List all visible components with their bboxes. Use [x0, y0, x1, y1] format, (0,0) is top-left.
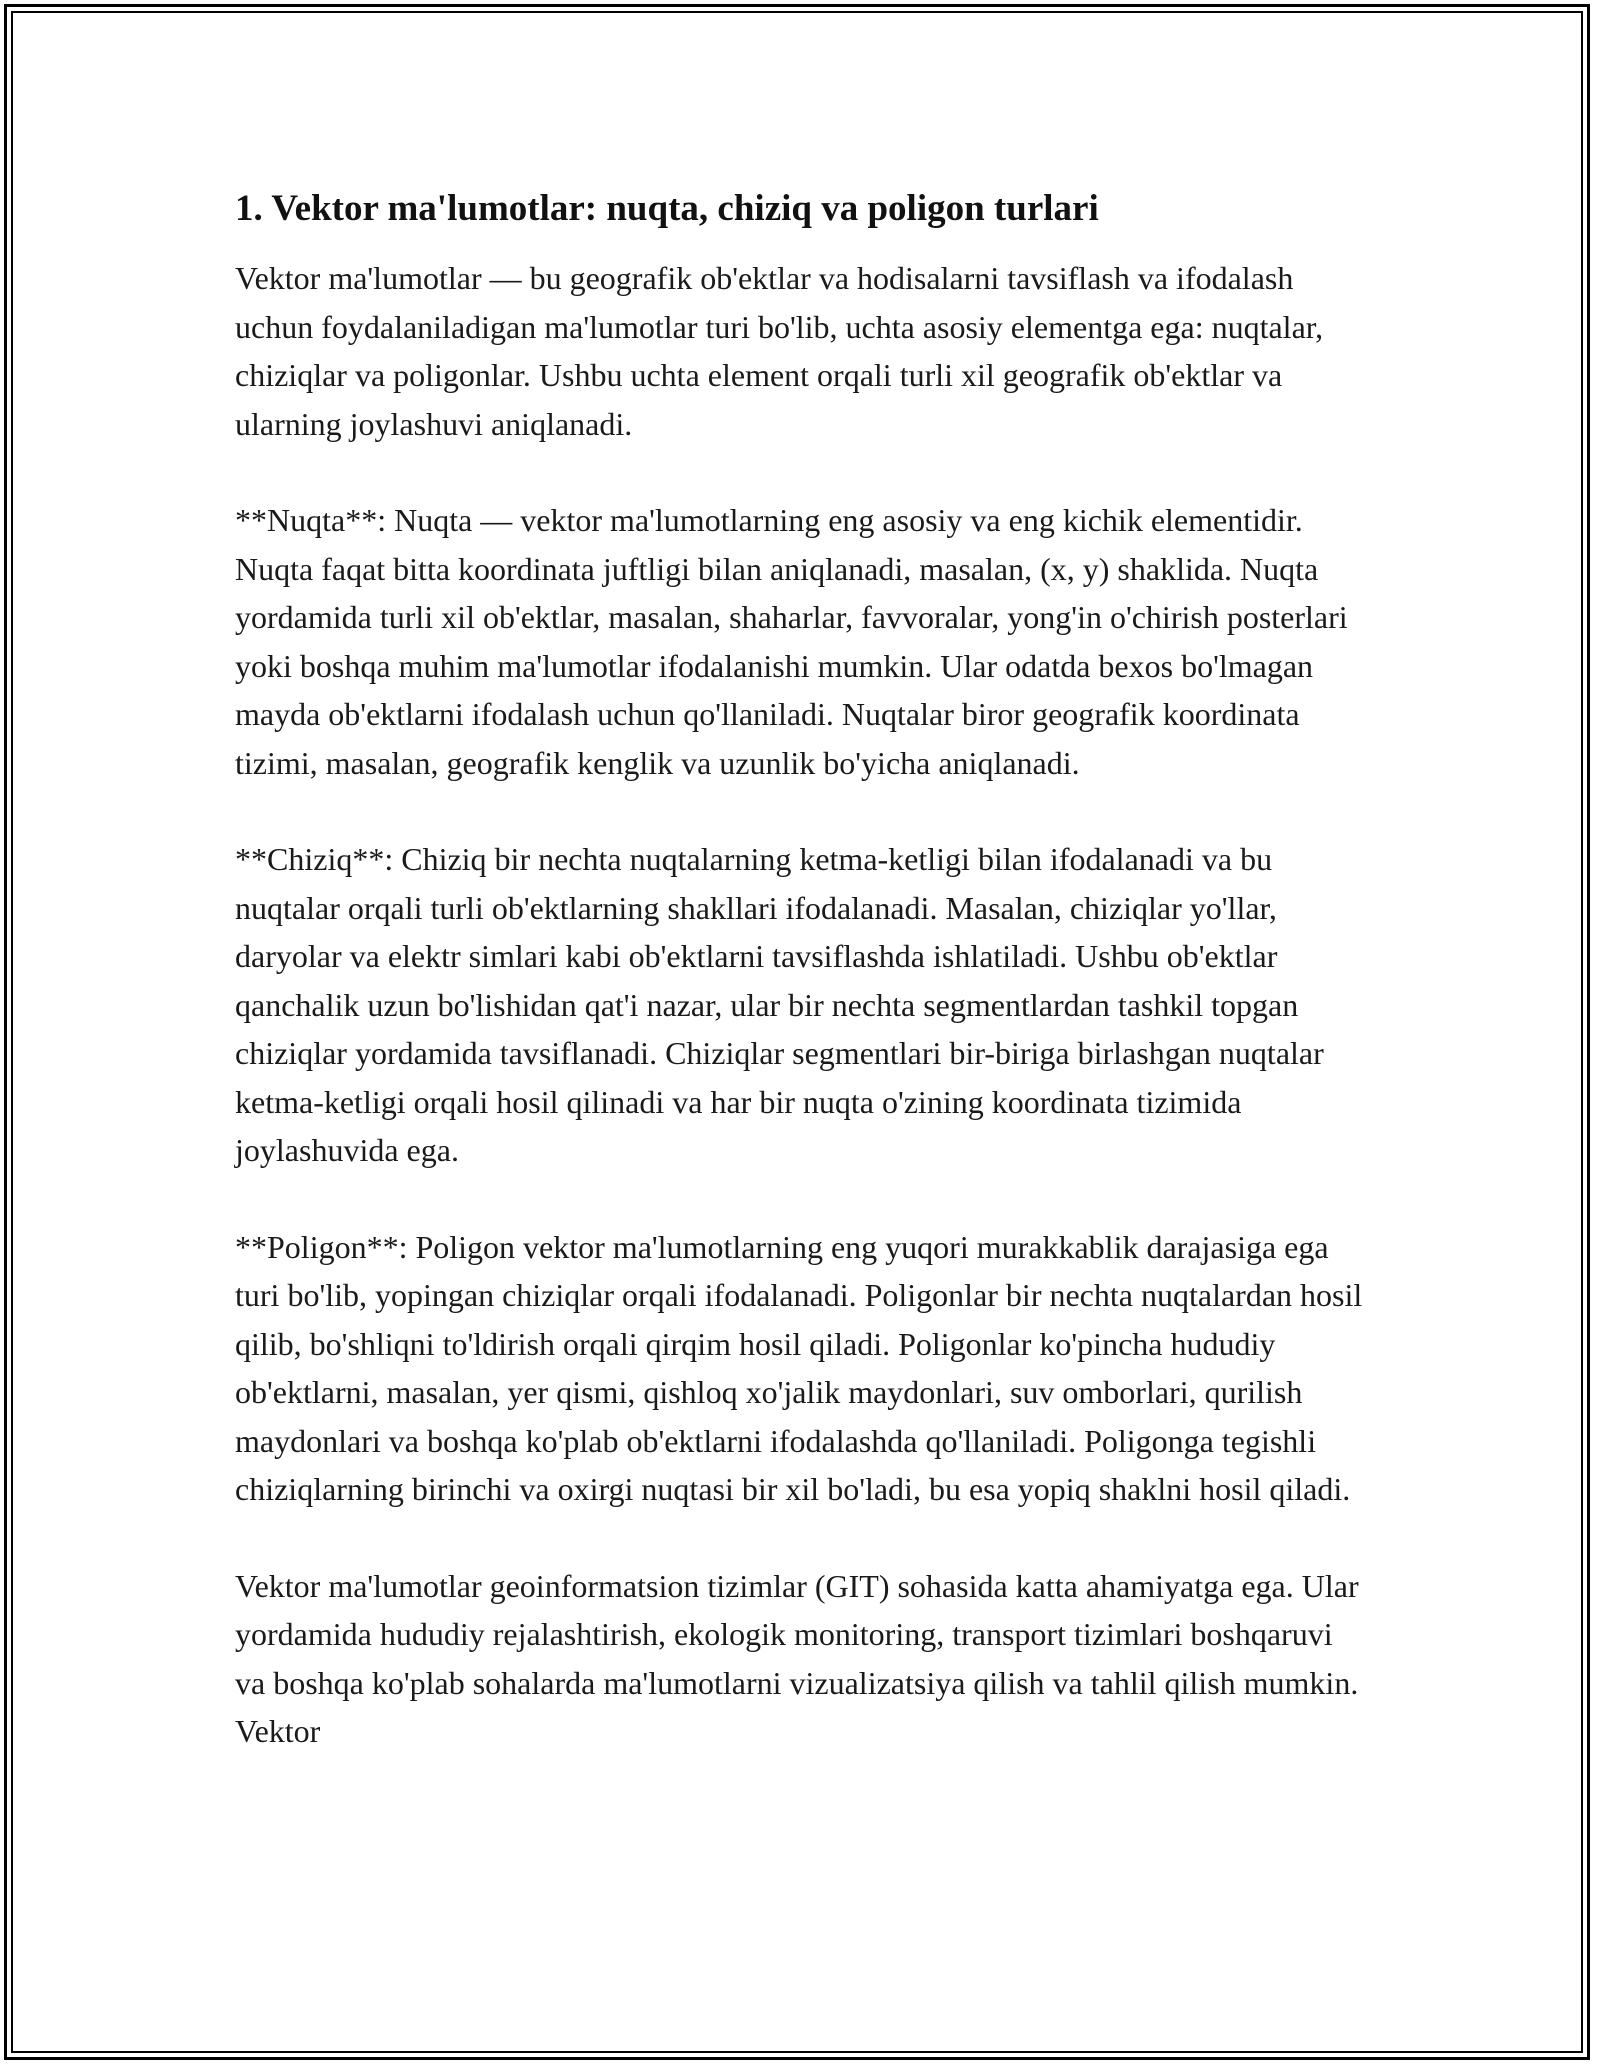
paragraph-poligon: **Poligon**: Poligon vektor ma'lumotlarning eng yuqori murakkablik darajasiga ega turi bo'lib, yopingan chiziqlar orqali ifodalanadi. Poligonlar bir nechta nuqtalardan hosil qilib, bo'shliqni to'ldirish orqali qirqim hosil qiladi. Poligonlar ko'pincha hududiy ob'ektlarni, masalan, yer qismi, qishloq xo'jalik maydonlari, suv omborlari, qurilish maydonlari va boshqa ko'plab ob'ektlarni ifodalashda qo'llaniladi. Poligonga tegishli chiziqlarning birinchi va oxirgi nuqtasi bir xil bo'ladi, bu esa yopiq shaklni hosil qiladi.: [235, 1228, 1363, 1507]
paragraph-chiziq: **Chiziq**: Chiziq bir nechta nuqtalarning ketma-ketligi bilan ifodalanadi va bu nuqtalar orqali turli ob'ektlarning shakllari ifodalanadi. Masalan, chiziqlar yo'llar, daryolar va elektr simlari kabi ob'ektlarni tavsiflashda ishlatiladi. Ushbu ob'ektlar qanchalik uzun bo'lishidan qat'i nazar, ular bir nechta segmentlardan tashkil topgan chiziqlar yordamida tavsiflanadi. Chiziqlar segmentlari bir-biriga birlashgan nuqtalar ketma-ketligi orqali hosil qilinadi va har bir nuqta o'zining koordinata tizimida joylashuvida ega.: [235, 841, 1324, 1168]
paragraph-conclusion: Vektor ma'lumotlar geoinformatsion tizimlar (GIT) sohasida katta ahamiyatga ega. Ular yordamida hududiy rejalashtirish, ekologik monitoring, transport tizimlari boshqaruvi va boshqa ko'plab sohalarda ma'lumotlarni vizualizatsiya qilish va tahlil qilish mumkin. Vektor: [235, 1567, 1359, 1749]
paragraph-nuqta: **Nuqta**: Nuqta — vektor ma'lumotlarning eng asosiy va eng kichik elementidir. Nuqta faqat bitta koordinata juftligi bilan aniqlanadi, masalan, (x, y) shaklida. Nuqta yordamida turli xil ob'ektlar, masalan, shaharlar, favvoralar, yong'in o'chirish posterlari yoki boshqa muhim ma'lumotlar ifodalanishi mumkin. Ular odatda bexos bo'lmagan mayda ob'ektlarni ifodalash uchun qo'llaniladi. Nuqtalar biror geografik koordinata tizimi, masalan, geografik kenglik va uzunlik bo'yicha aniqlanadi.: [235, 502, 1348, 781]
document-body: [235, 186, 1365, 1804]
paragraph-intro: Vektor ma'lumotlar — bu geografik ob'ektlar va hodisalarni tavsiflash va ifodalash uchun foydalaniladigan ma'lumotlar turi bo'lib, uchta asosiy elementga ega: nuqtalar, chiziqlar va poligonlar. Ushbu uchta element orqali turli xil geografik ob'ektlar va ularning joylashuvi aniqlanadi.: [235, 260, 1324, 442]
section-heading: 1. Vektor ma'lumotlar: nuqta, chiziq va poligon turlari: [235, 188, 1099, 229]
